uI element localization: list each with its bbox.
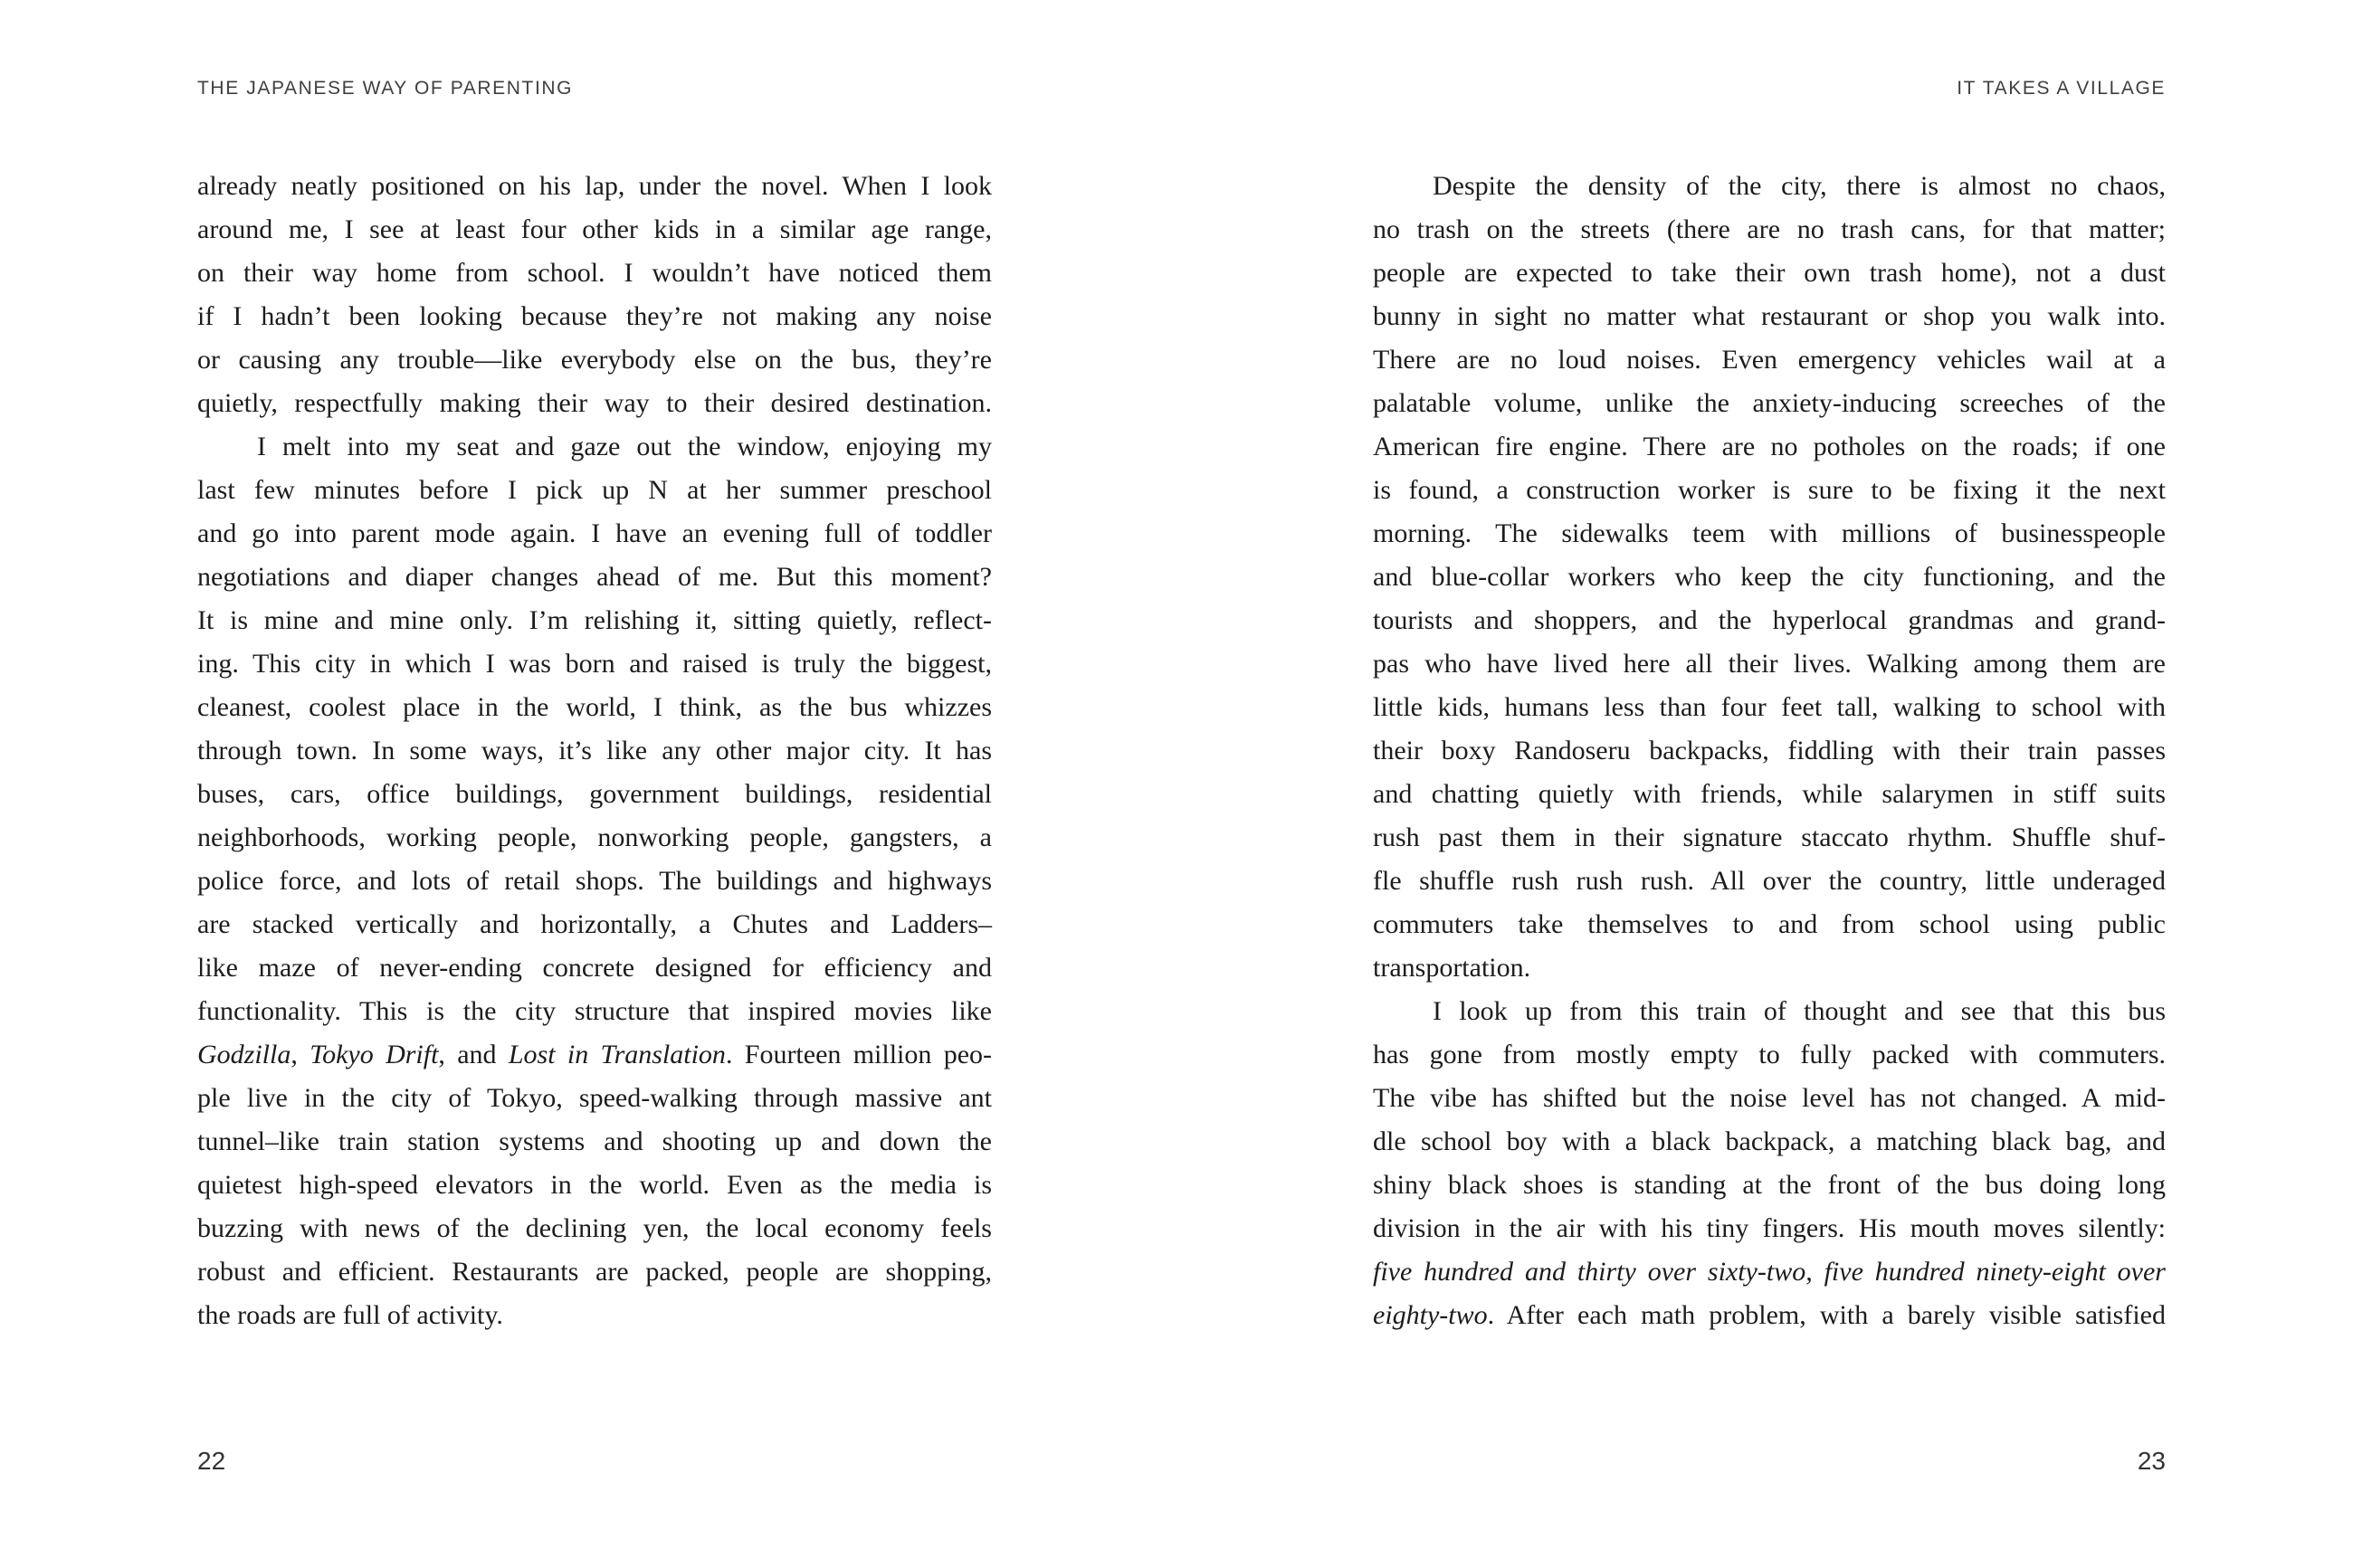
text-segment: rush past them in their signature staccato rhythm. Shuffle shuf-	[1373, 822, 2166, 852]
text-segment: neighborhoods, working people, nonworking people, gangsters, a	[197, 822, 992, 852]
text-segment: little kids, humans less than four feet tall, walking to school with	[1373, 692, 2166, 722]
text-line	[197, 165, 992, 208]
text-line	[197, 1120, 992, 1164]
text-line	[1373, 946, 2166, 990]
text-line	[1373, 686, 2166, 729]
text-line	[197, 729, 992, 773]
text-segment: like maze of never-ending concrete designed for efficiency and	[197, 953, 992, 983]
text-segment: their boxy Randoseru backpacks, fiddling with their train passes	[1373, 736, 2166, 765]
text-segment: and go into parent mode again. I have an evening full of toddler	[197, 518, 992, 548]
text-segment: . After each math problem, with a barely visible satisfied	[1487, 1300, 2166, 1330]
running-header-right: IT TAKES A VILLAGE	[1957, 78, 2166, 99]
text-segment: tunnel–like train station systems and shooting up and down the	[197, 1126, 992, 1156]
text-segment: on their way home from school. I wouldn’t have noticed them	[197, 258, 992, 288]
text-line	[1373, 425, 2166, 469]
text-segment: division in the air with his tiny fingers. His mouth moves silently:	[1373, 1213, 2166, 1243]
text-segment: I look up from this train of thought and see that this bus	[1433, 996, 2166, 1026]
left-page-body	[197, 165, 992, 1337]
text-segment: bunny in sight no matter what restaurant or shop you walk into.	[1373, 301, 2166, 331]
text-line	[197, 773, 992, 816]
text-line	[1373, 729, 2166, 773]
text-line	[1373, 252, 2166, 295]
text-line	[1373, 208, 2166, 252]
text-segment: ple live in the city of Tokyo, speed-walking through massive ant	[197, 1083, 992, 1113]
italic-text-segment: Lost in Translation	[508, 1040, 726, 1069]
text-segment: transportation.	[1373, 953, 1531, 983]
text-line	[1373, 1164, 2166, 1207]
text-line	[197, 1033, 992, 1077]
paragraph	[1373, 990, 2166, 1337]
text-line	[1373, 1250, 2166, 1294]
text-segment: morning. The sidewalks teem with millions of businesspeople	[1373, 518, 2166, 548]
text-segment: quietly, respectfully making their way to their desired destination.	[197, 388, 992, 418]
text-segment: palatable volume, unlike the anxiety-inducing screeches of the	[1373, 388, 2166, 418]
text-line	[1373, 382, 2166, 425]
text-line	[197, 338, 992, 382]
text-segment: buses, cars, office buildings, government buildings, residential	[197, 779, 992, 809]
paragraph	[197, 425, 992, 1337]
text-line	[1373, 903, 2166, 946]
text-segment: police force, and lots of retail shops. The buildings and highways	[197, 866, 992, 896]
text-line	[197, 686, 992, 729]
text-line	[197, 599, 992, 642]
text-line	[1373, 1207, 2166, 1250]
text-line	[197, 208, 992, 252]
text-line	[1373, 469, 2166, 512]
text-segment: are stacked vertically and horizontally, a Chutes and Ladders–	[197, 909, 992, 939]
text-segment: shiny black shoes is standing at the front of the bus doing long	[1373, 1170, 2166, 1200]
text-line	[1373, 1077, 2166, 1120]
text-line	[197, 990, 992, 1033]
text-line	[197, 1164, 992, 1207]
text-line	[1373, 599, 2166, 642]
text-segment: the roads are full of activity.	[197, 1300, 503, 1330]
text-segment: people are expected to take their own trash home), not a dust	[1373, 258, 2166, 288]
italic-text-segment: Godzilla	[197, 1040, 291, 1069]
text-line	[1373, 338, 2166, 382]
text-segment: has gone from mostly empty to fully packed with commuters.	[1373, 1040, 2166, 1069]
text-line	[1373, 1294, 2166, 1337]
text-segment: cleanest, coolest place in the world, I think, as the bus whizzes	[197, 692, 992, 722]
text-line	[197, 816, 992, 860]
page-number-right: 23	[2137, 1447, 2166, 1475]
text-segment: Despite the density of the city, there is almost no chaos,	[1433, 171, 2166, 201]
text-line	[1373, 1120, 2166, 1164]
text-segment: dle school boy with a black backpack, a matching black bag, and	[1373, 1126, 2166, 1156]
text-segment: and chatting quietly with friends, while salarymen in stiff suits	[1373, 779, 2166, 809]
text-line	[197, 252, 992, 295]
text-line	[197, 425, 992, 469]
text-segment: It is mine and mine only. I’m relishing it, sitting quietly, reflect-	[197, 605, 992, 635]
text-segment: no trash on the streets (there are no trash cans, for that matter;	[1373, 214, 2166, 244]
italic-text-segment: Tokyo Drift	[310, 1040, 439, 1069]
text-line	[1373, 773, 2166, 816]
text-line	[197, 1207, 992, 1250]
text-segment: through town. In some ways, it’s like any other major city. It has	[197, 736, 992, 765]
page-number-left: 22	[197, 1447, 226, 1475]
text-segment: I melt into my seat and gaze out the window, enjoying my	[257, 432, 992, 461]
text-segment: functionality. This is the city structure that inspired movies like	[197, 996, 992, 1026]
text-segment: around me, I see at least four other kids in a similar age range,	[197, 214, 992, 244]
italic-text-segment: eighty-two	[1373, 1300, 1488, 1330]
italic-text-segment: five hundred and thirty over sixty-two, five hundred ninety-eight over	[1373, 1257, 2166, 1287]
text-line	[197, 382, 992, 425]
text-line	[197, 469, 992, 512]
text-segment: fle shuffle rush rush rush. All over the country, little underaged	[1373, 866, 2166, 896]
text-segment: , and	[438, 1040, 509, 1069]
text-segment: if I hadn’t been looking because they’re not making any noise	[197, 301, 992, 331]
text-line	[197, 1077, 992, 1120]
text-segment: and blue-collar workers who keep the city functioning, and the	[1373, 562, 2166, 592]
text-segment: commuters take themselves to and from school using public	[1373, 909, 2166, 939]
text-segment: buzzing with news of the declining yen, the local economy feels	[197, 1213, 992, 1243]
text-line	[1373, 990, 2166, 1033]
text-line	[197, 556, 992, 599]
text-line	[1373, 295, 2166, 338]
paragraph	[1373, 165, 2166, 990]
text-segment: . Fourteen million peo-	[725, 1040, 993, 1069]
text-line	[197, 860, 992, 903]
text-segment: There are no loud noises. Even emergency vehicles wail at a	[1373, 345, 2166, 375]
text-line	[1373, 816, 2166, 860]
right-page-body	[1373, 165, 2166, 1337]
text-line	[1373, 642, 2166, 686]
text-line	[197, 642, 992, 686]
text-segment: last few minutes before I pick up N at her summer preschool	[197, 475, 992, 505]
text-line	[197, 946, 992, 990]
text-line	[1373, 1033, 2166, 1077]
text-line	[197, 1250, 992, 1294]
text-segment: quietest high-speed elevators in the world. Even as the media is	[197, 1170, 992, 1200]
text-line	[197, 295, 992, 338]
text-segment: negotiations and diaper changes ahead of me. But this moment?	[197, 562, 992, 592]
text-line	[1373, 556, 2166, 599]
text-segment: The vibe has shifted but the noise level has not changed. A mid-	[1373, 1083, 2166, 1113]
text-line	[1373, 512, 2166, 556]
paragraph	[197, 165, 992, 425]
text-line	[1373, 860, 2166, 903]
text-line	[197, 903, 992, 946]
text-line	[197, 1294, 992, 1337]
text-segment: robust and efficient. Restaurants are packed, people are shopping,	[197, 1257, 992, 1287]
running-header-left: THE JAPANESE WAY OF PARENTING	[197, 78, 574, 99]
text-segment: is found, a construction worker is sure to be fixing it the next	[1373, 475, 2166, 505]
text-segment: ing. This city in which I was born and raised is truly the biggest,	[197, 649, 992, 679]
text-segment: pas who have lived here all their lives. Walking among them are	[1373, 649, 2166, 679]
text-segment: ,	[291, 1040, 310, 1069]
text-segment: American fire engine. There are no potholes on the roads; if one	[1373, 432, 2166, 461]
text-line	[1373, 165, 2166, 208]
text-segment: already neatly positioned on his lap, under the novel. When I look	[197, 171, 992, 201]
text-line	[197, 512, 992, 556]
text-segment: tourists and shoppers, and the hyperlocal grandmas and grand-	[1373, 605, 2166, 635]
text-segment: or causing any trouble—like everybody else on the bus, they’re	[197, 345, 992, 375]
